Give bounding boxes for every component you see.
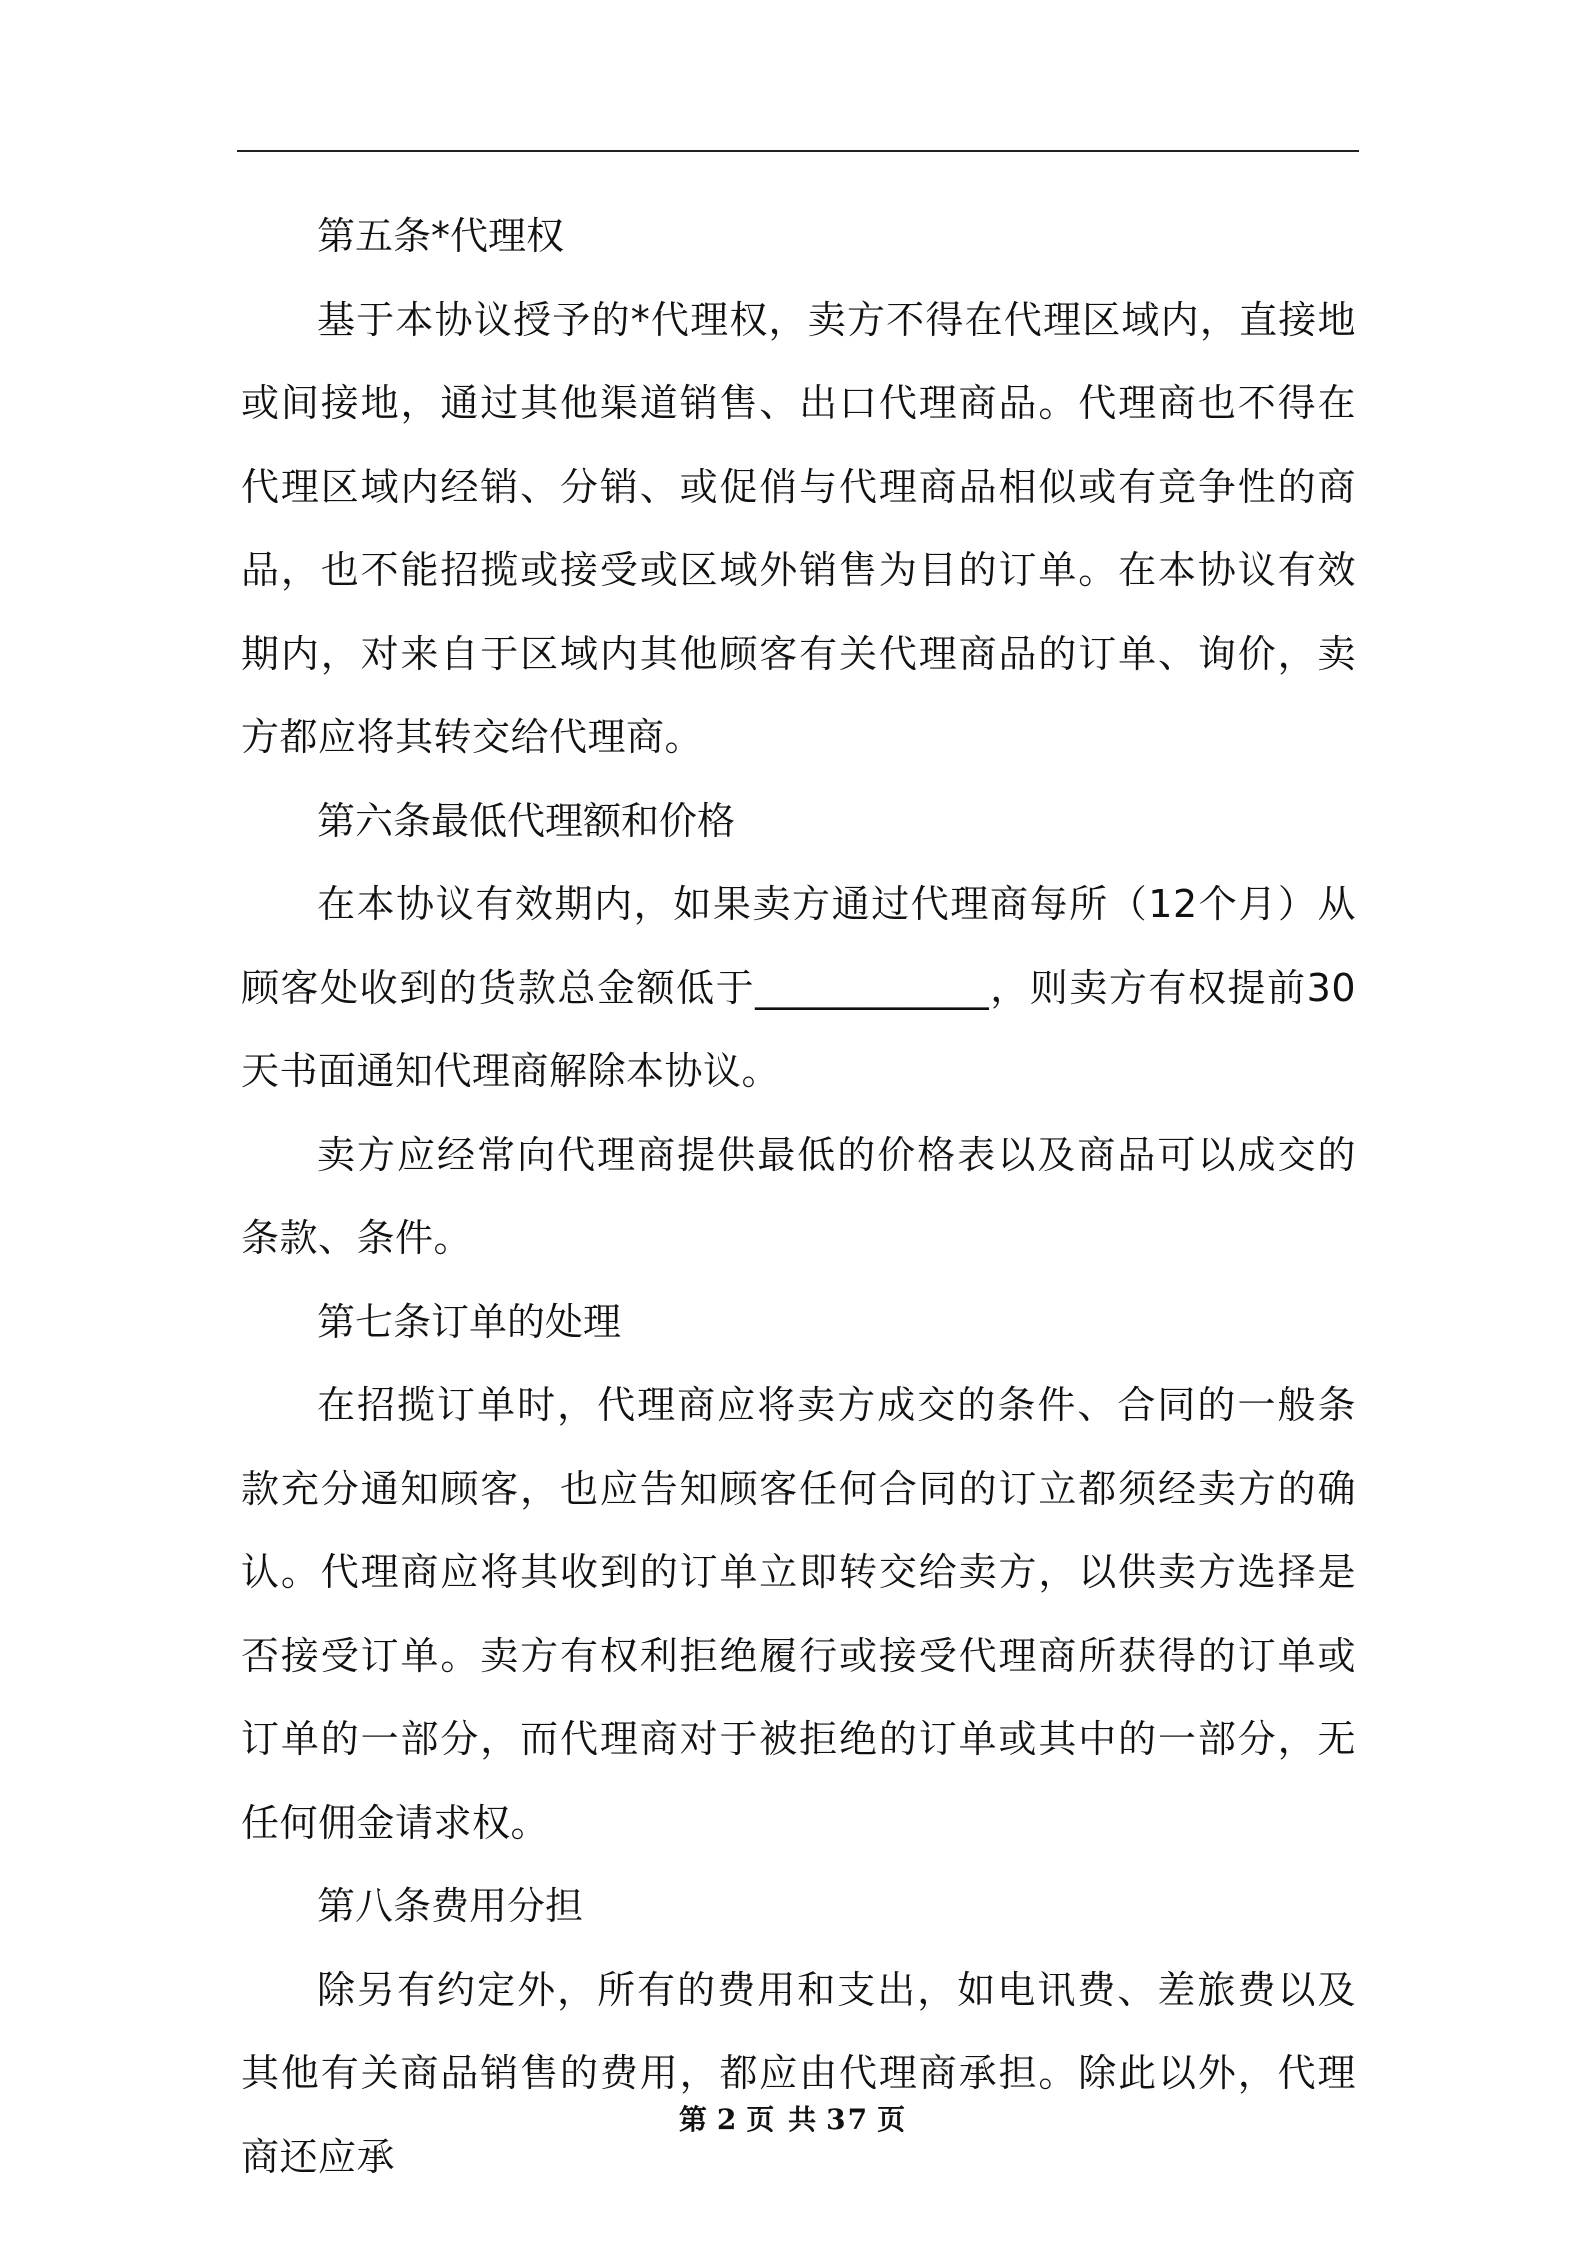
section-heading: 第六条最低代理额和价格: [317, 798, 736, 843]
footer-prefix: 第: [678, 2103, 709, 2136]
section-paragraph: 在本协议有效期内，如果卖方通过代理商每所（12个月）从顾客处收到的货款总金额低于____________，则卖方有权提前30天书面通知代理商解除本协议。: [241, 882, 1356, 1093]
section-paragraph: 除另有约定外，所有的费用和支出，如电讯费、差旅费以及其他有关商品销售的费用，都应由代理商承担。除此以外，代理商还应承: [241, 1967, 1356, 2179]
footer-total-pages: 37: [826, 2103, 870, 2136]
section-paragraph: 卖方应经常向代理商提供最低的价格表以及商品可以成交的条款、条件。: [241, 1132, 1356, 1260]
section-heading: 第七条订单的处理: [317, 1299, 622, 1344]
section-heading: 第五条*代理权: [317, 214, 565, 258]
section-paragraph: 在招揽订单时，代理商应将卖方成交的条件、合同的一般条款充分通知顾客，也应告知顾客任何合同的订立都须经卖方的确认。代理商应将其收到的订单立即转交给卖方，以供卖方选择是否接受订单。卖方有权利拒绝履行或接受代理商所获得的订单或订单的一部分，而代理商对于被拒绝的订单或其中的一部分，无任何佣金请求权。: [241, 1383, 1356, 1845]
section-heading: 第八条费用分担: [317, 1884, 584, 1928]
header-rule: [237, 150, 1359, 152]
footer-middle: 页 共: [746, 2103, 819, 2136]
document-body: [241, 195, 1356, 2199]
footer-suffix: 页: [877, 2103, 908, 2136]
section-paragraph: 基于本协议授予的*代理权，卖方不得在代理区域内，直接地或间接地，通过其他渠道销售、出口代理商品。代理商也不得在代理区域内经销、分销、或促俏与代理商品相似或有竞争性的商品，也不能招揽或接受或区域外销售为目的订单。在本协议有效期内，对来自于区域内其他顾客有关代理商品的订单、询价，卖方都应将其转交给代理商。: [241, 297, 1356, 759]
footer-current-page: 2: [716, 2103, 739, 2136]
page-footer: [0, 2098, 1586, 2138]
